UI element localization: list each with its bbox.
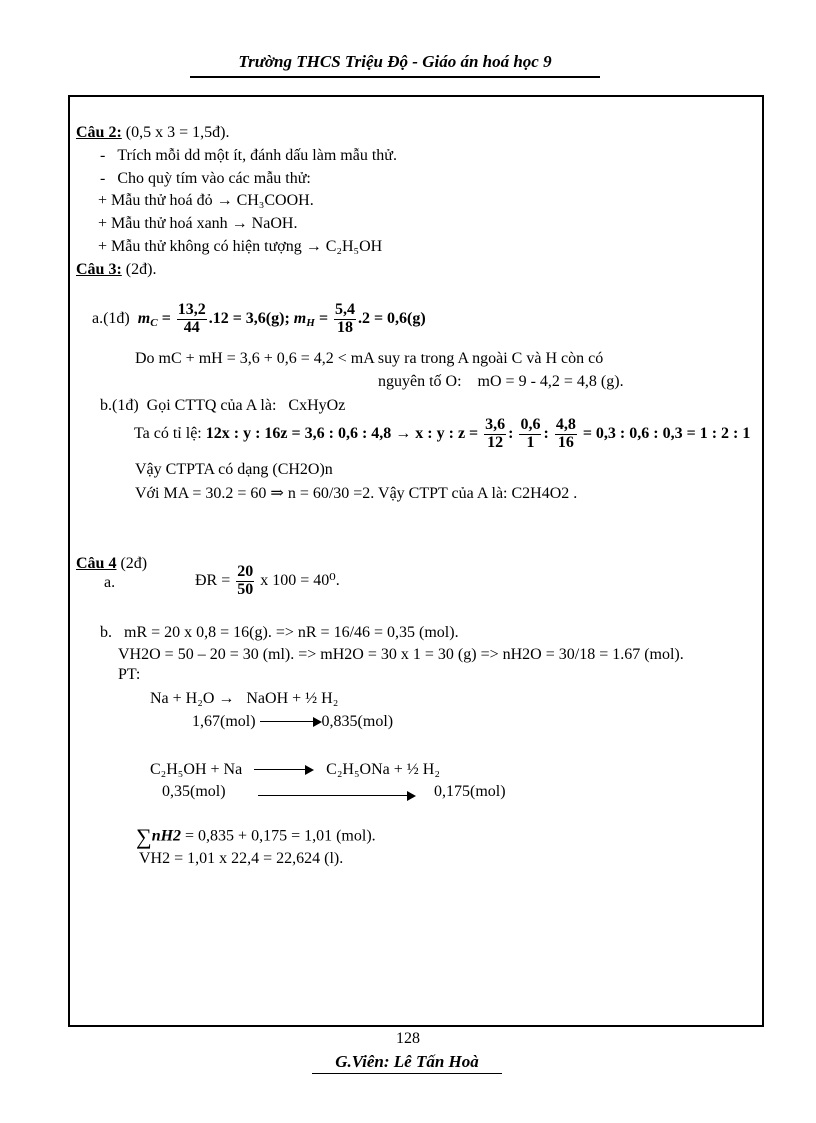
eq1-left: Na + H₂O [150,690,215,707]
q2-result-2-label: + Mẫu thử hoá xanh [98,215,228,232]
q2-result-3 [98,238,382,256]
long-arrow-icon [260,717,322,727]
long-arrow-icon [254,765,314,775]
r1-den: 12 [487,433,504,451]
mh-fraction [334,302,356,337]
q2-heading: Câu 2: [76,124,122,141]
dash: - [100,147,106,164]
r3-num: 4,8 [555,416,576,433]
page-number: 128 [396,1030,420,1047]
sum-line [136,824,376,849]
arrow-icon: → [305,238,322,255]
ratio-prefix: Ta có tỉ lệ: [134,424,202,442]
arrow-icon: → [231,215,248,232]
mc-fraction [177,302,207,337]
q3-b-formula: CxHyOz [288,397,346,414]
eq1-moles [192,713,393,731]
mh-num: 5,4 [334,301,355,318]
dr-prefix: ĐR = [195,571,231,589]
mc-den: 44 [183,318,200,336]
q3-do-line: Do mC + mH = 3,6 + 0,6 = 4,2 < mA suy ra trong A ngoài C và H còn có [135,350,604,367]
dr-fraction [236,564,254,599]
r3-den: 16 [557,433,574,451]
dr-rest: x 100 = 40⁰. [260,571,340,589]
mc-rest: .12 = 3,6(g); [208,309,290,327]
dash: - [100,170,106,187]
ratio-result: = 0,3 : 0,6 : 0,3 = 1 : 2 : 1 [582,424,751,442]
q4-b-line-1-text: mR = 20 x 0,8 = 16(g). => nR = 16/46 = 0,35 (mol). [124,624,459,641]
q3-b-line [100,397,345,415]
page-header: Trường THCS Triệu Độ - Giáo án hoá học 9 [190,52,600,78]
eq2-left: C₂H₅OH + Na [150,761,243,778]
q3-ctpt-line: Vậy CTPTA có dạng (CH2O)n [135,461,333,478]
arrow-icon: → [218,690,235,707]
dr-num: 20 [237,563,254,580]
q3-b-text: Gọi CTTQ của A là: [146,397,277,414]
mh-rest: .2 = 0,6(g) [357,309,426,327]
sum-text: = 0,835 + 0,175 = 1,01 (mol). [185,827,376,845]
eq2-mol-left: 0,35(mol) [162,783,226,800]
q2-result-1-value: CH₃COOH. [236,192,314,209]
q2-score: (0,5 x 3 = 1,5đ). [121,124,230,141]
q2-bullet-2 [100,170,311,188]
q3-title [76,261,156,279]
q3-mo: mO = 9 - 4,2 = 4,8 (g). [477,373,624,390]
arrow-icon: → [216,192,233,209]
mh-den: 18 [336,318,353,336]
r2-num: 0,6 [520,416,541,433]
q3-score: (2đ). [121,261,157,278]
q2-result-2 [98,215,297,233]
vh2-line: VH2 = 1,01 x 22,4 = 22,624 (l). [139,850,344,867]
q4-b-line-2: VH2O = 50 – 20 = 30 (ml). => mH2O = 30 x 1 = 30 (g) => nH2O = 30/18 = 1.67 (mol). [118,646,684,663]
q3-b-label: b.(1đ) [100,397,139,414]
q2-result-1 [98,192,314,210]
eq1-mol-right: 0,835(mol) [321,713,394,730]
q3-ratio-line: Ta có tỉ lệ: 12x : y : 16z = 3,6 : 0,6 : 4,8 → x : y : z = $\frac{3,6}{12}$ : $\frac{0,6}{1}$ : $\frac{4,8}{16}$ = 0,3 : 0,6 : 0,3 = 1 : 2 : 1 [134,416,751,451]
eq1-right: NaOH + ½ H₂ [246,690,339,707]
eq2-moles [162,783,226,801]
q2-bullet-1 [100,147,397,165]
q3-final-line: Với MA = 30.2 = 60 ⇒ n = 60/30 =2. Vậy CTPT của A là: C2H4O2 . [135,485,578,502]
q3-heading: Câu 3: [76,261,122,278]
eq2-mol-right: 0,175(mol) [434,783,506,800]
ratio-frac-1 [484,417,506,452]
content-frame [68,95,764,1027]
q2-bullet-2-text: Cho quỳ tím vào các mẫu thử: [117,170,311,187]
eq2-right: C₂H₅ONa + ½ H₂ [326,761,440,778]
long-arrow-icon [258,791,416,801]
mh-symbol: $m_H$ = [293,309,328,329]
ratio-frac-3 [555,417,577,452]
q3-nguyen-to: nguyên tố O: [378,373,462,390]
q2-bullet-1-text: Trích mỗi dd một ít, đánh dấu làm mẫu thử. [117,147,397,164]
q2-result-1-label: + Mẫu thử hoá đỏ [98,192,213,209]
ratio-eq: 12x : y : 16z = 3,6 : 0,6 : 4,8 → x : y : z = [205,424,479,442]
sum-label: nH2 [151,827,182,845]
q4-pt-label: PT: [118,666,141,683]
eq1-mol-left: 1,67(mol) [192,713,256,730]
footer-author: G.Viên: Lê Tấn Hoà [312,1052,502,1074]
q4-a-label: a. [104,574,116,591]
q2-result-3-label: + Mẫu thử không có hiện tượng [98,238,302,255]
r1-num: 3,6 [485,416,506,433]
q3-a-line [92,302,426,337]
q2-result-2-value: NaOH. [251,215,298,232]
ratio-frac-2 [519,417,541,452]
mc-num: 13,2 [177,301,206,318]
q3-a-label: a.(1đ) [92,309,130,327]
eq2 [150,761,440,779]
q4-heading: Câu 4 [76,555,117,572]
q4-b-label: b. [100,624,112,641]
q3-oxygen-line [378,373,624,391]
sigma-icon: ∑ [136,824,152,849]
eq2-arrow [258,787,416,805]
q2-result-3-value: C₂H₅OH [325,238,383,255]
q4-a-line [195,564,340,599]
q2-title [76,124,229,142]
q4-score: (2đ) [116,555,148,572]
dr-den: 50 [237,580,254,598]
q4-title [76,555,147,573]
q4-b-line-1 [100,624,459,642]
eq1 [150,690,338,708]
r2-den: 1 [526,433,535,451]
mc-symbol: $m_C$ = [137,309,171,329]
